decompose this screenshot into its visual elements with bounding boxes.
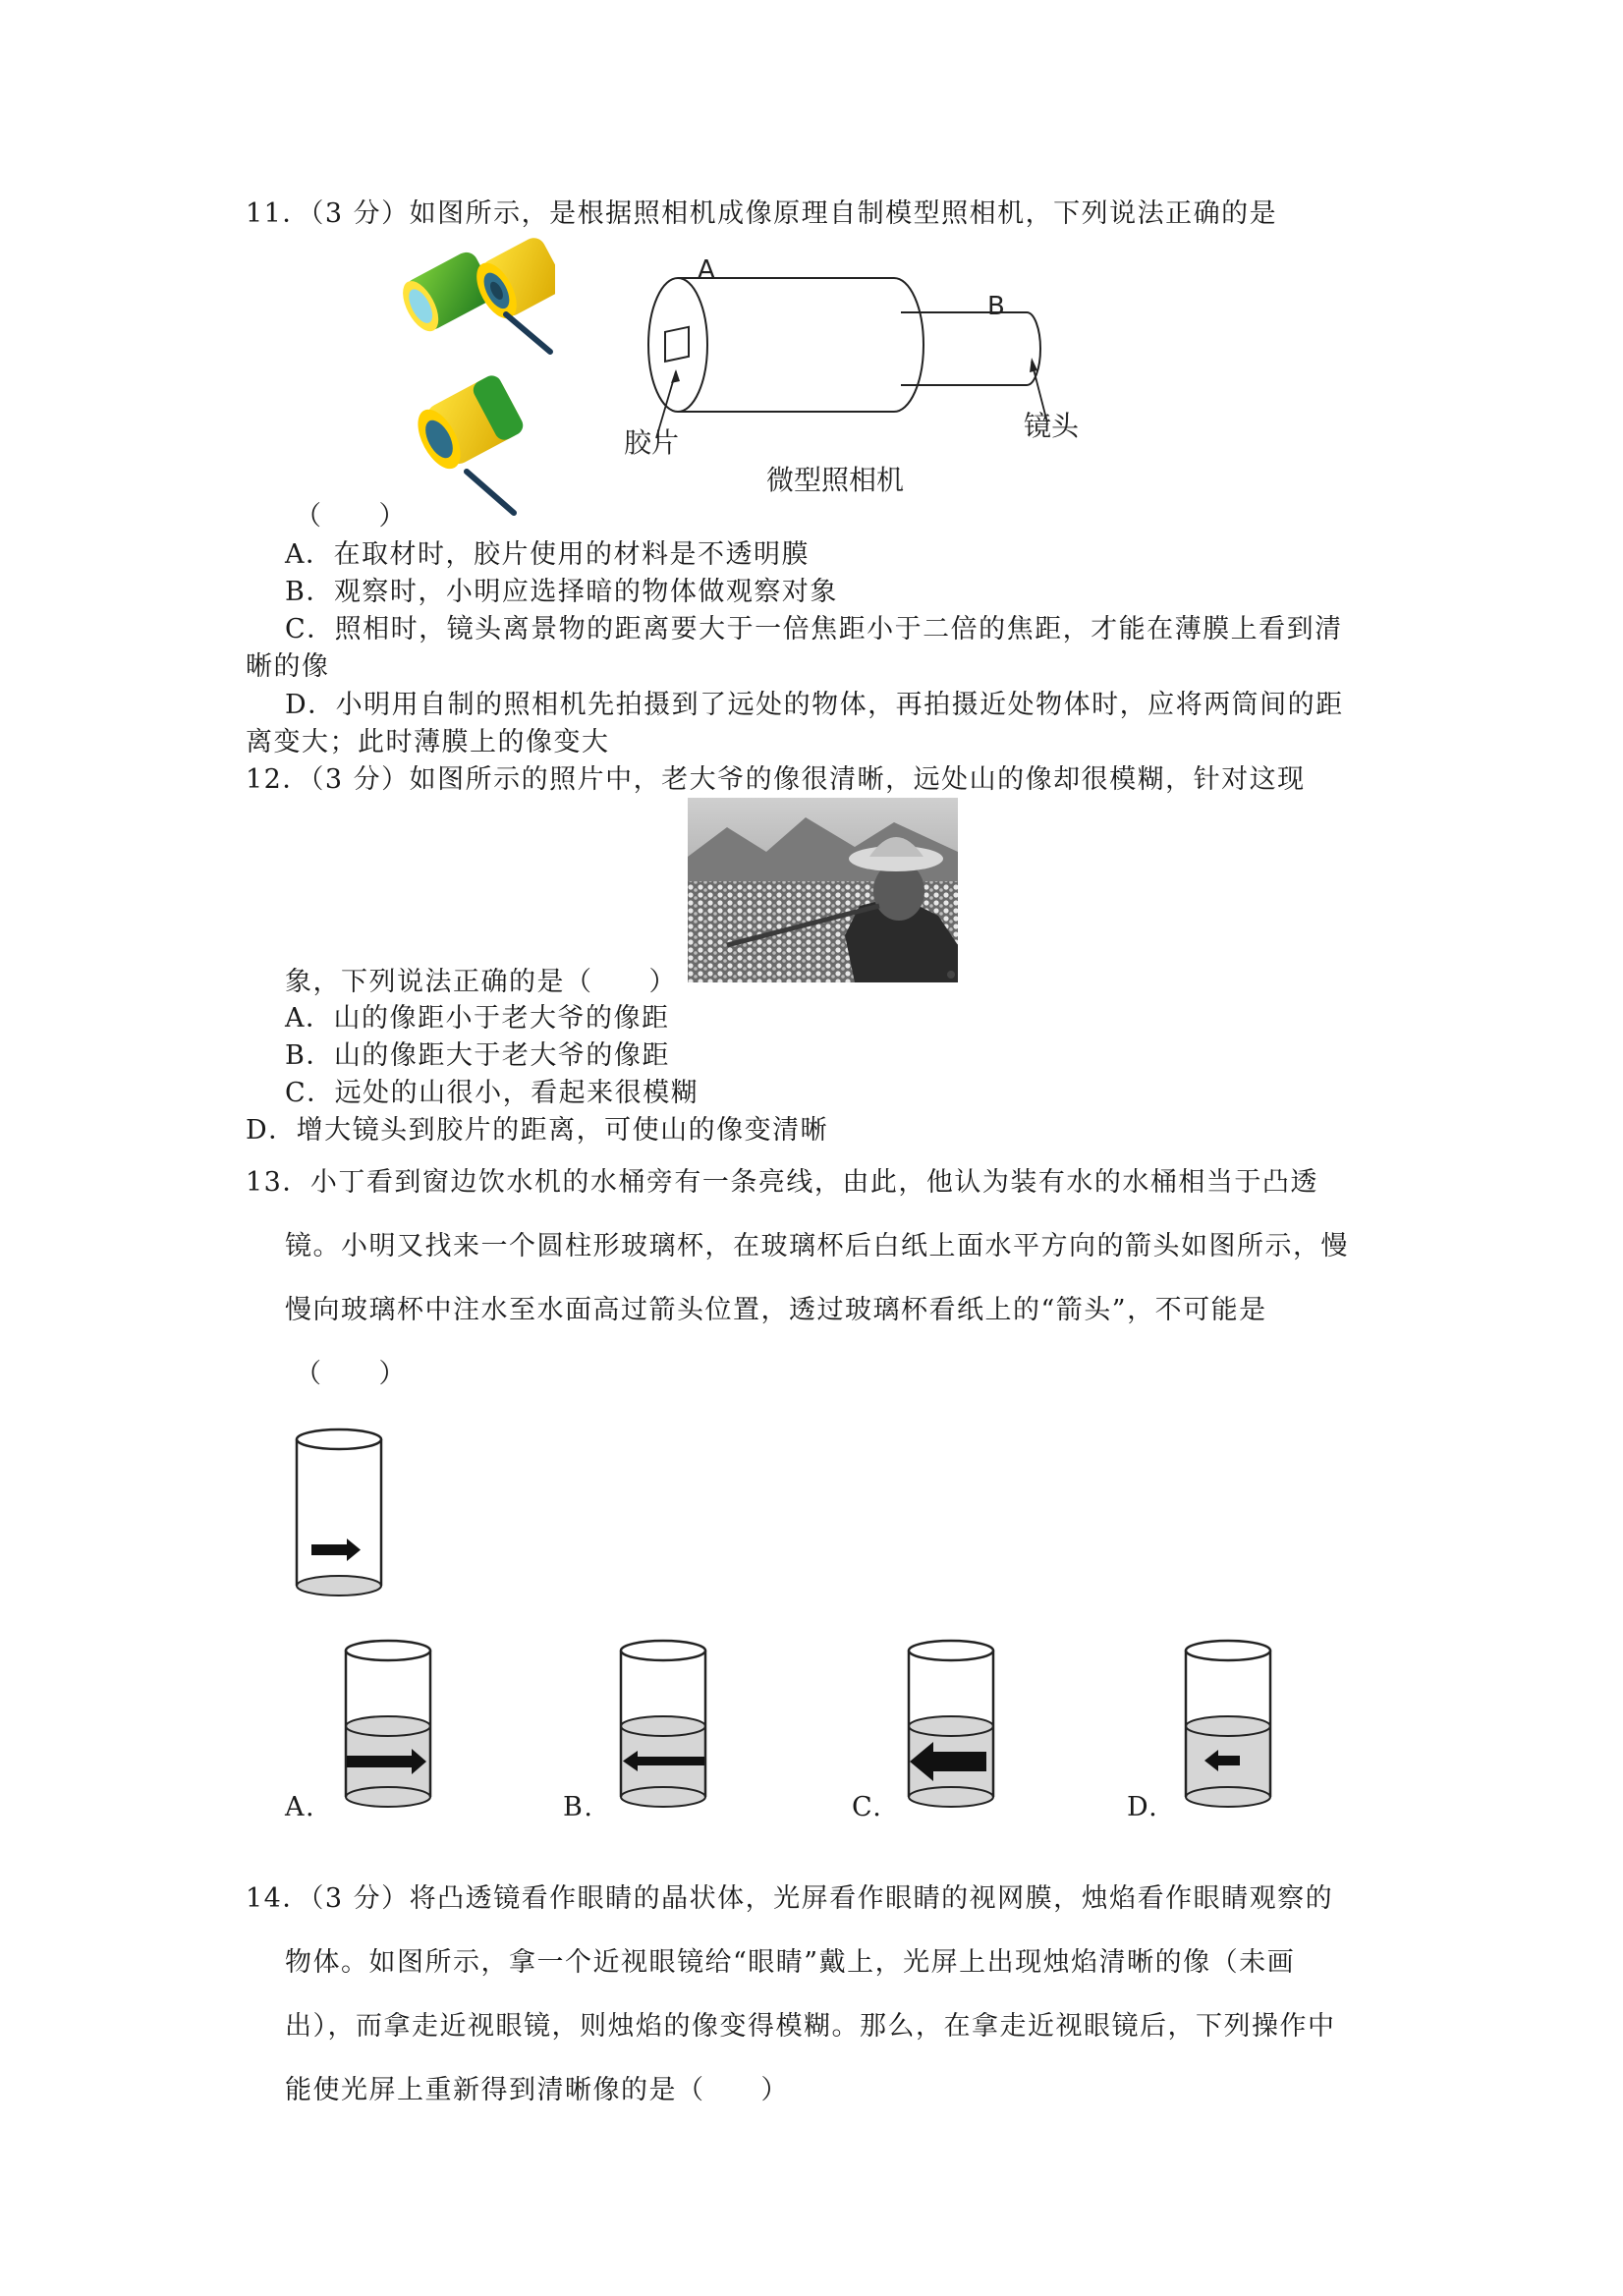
micro-camera-diagram [609, 253, 1100, 499]
q13-paren: （ ） [295, 1359, 407, 1389]
right-arrow-icon [311, 1539, 361, 1561]
option-a-glass [339, 1636, 437, 1813]
figure-caption: 微型照相机 [766, 464, 905, 496]
q11-option-b: B．观察时，小明应选择暗的物体做观察对象 [285, 577, 838, 607]
q14-line-4: 能使光屏上重新得到清晰像的是（ ） [285, 2075, 789, 2105]
option-c-glass [902, 1636, 1000, 1813]
q13-line-1: 13．小丁看到窗边饮水机的水桶旁有一条亮线，由此，他认为装有水的水桶相当于凸透 [246, 1167, 1318, 1198]
q11-option-c: C．照相时，镜头离景物的距离要大于一倍焦距小于二倍的焦距，才能在薄膜上看到清 [285, 614, 1343, 644]
label-a: A [698, 255, 715, 285]
q12-option-d: D．增大镜头到胶片的距离，可使山的像变清晰 [246, 1115, 829, 1146]
q12-stem: 12．（3 分）如图所示的照片中，老大爷的像很清晰，远处山的像却很模糊，针对这现 [246, 764, 1306, 795]
choice-label-c: C. [852, 1792, 883, 1822]
q13-line-3: 慢向玻璃杯中注水至水面高过箭头位置，透过玻璃杯看纸上的“箭头”，不可能是 [285, 1295, 1267, 1325]
q14-line-1: 14．（3 分）将凸透镜看作眼睛的晶状体，光屏看作眼睛的视网膜，烛焰看作眼睛观察的 [246, 1883, 1334, 1914]
q11-paren: （ ） [295, 501, 407, 532]
q12-stem-cont: 象，下列说法正确的是（ ） [285, 967, 677, 997]
q13-line-2: 镜。小明又找来一个圆柱形玻璃杯，在玻璃杯后白纸上面水平方向的箭头如图所示，慢 [285, 1231, 1349, 1261]
film-label: 胶片 [624, 426, 680, 459]
q11-option-a: A．在取材时，胶片使用的材料是不透明膜 [285, 539, 810, 570]
old-man-photo [688, 798, 958, 982]
q11-option-c-cont: 晰的像 [246, 651, 330, 682]
choice-label-b: B. [563, 1792, 594, 1822]
q11-stem: 11．（3 分）如图所示，是根据照相机成像原理自制模型照相机，下列说法正确的是 [246, 198, 1278, 229]
lens-label: 镜头 [1024, 410, 1080, 442]
choice-label-d: D. [1127, 1792, 1159, 1822]
label-b: B [987, 292, 1005, 321]
q12-option-a: A．山的像距小于老大爷的像距 [285, 1003, 670, 1034]
q11-option-d-cont: 离变大；此时薄膜上的像变大 [246, 727, 610, 757]
q12-option-b: B．山的像距大于老大爷的像距 [285, 1040, 670, 1071]
q12-option-c: C．远处的山很小，看起来很模糊 [285, 1078, 700, 1108]
q14-line-2: 物体。如图所示，拿一个近视眼镜给“眼睛”戴上，光屏上出现烛焰清晰的像（未画 [285, 1947, 1296, 1978]
q14-line-3: 出），而拿走近视眼镜，则烛焰的像变得模糊。那么，在拿走近视眼镜后，下列操作中 [285, 2011, 1336, 2042]
option-b-glass [614, 1636, 712, 1813]
option-d-glass [1179, 1636, 1277, 1813]
camera-models-photo [398, 236, 555, 521]
empty-glass-figure [290, 1425, 388, 1601]
q11-option-d: D．小明用自制的照相机先拍摄到了远处的物体，再拍摄近处物体时，应将两筒间的距 [285, 690, 1344, 720]
choice-label-a: A. [285, 1792, 316, 1822]
